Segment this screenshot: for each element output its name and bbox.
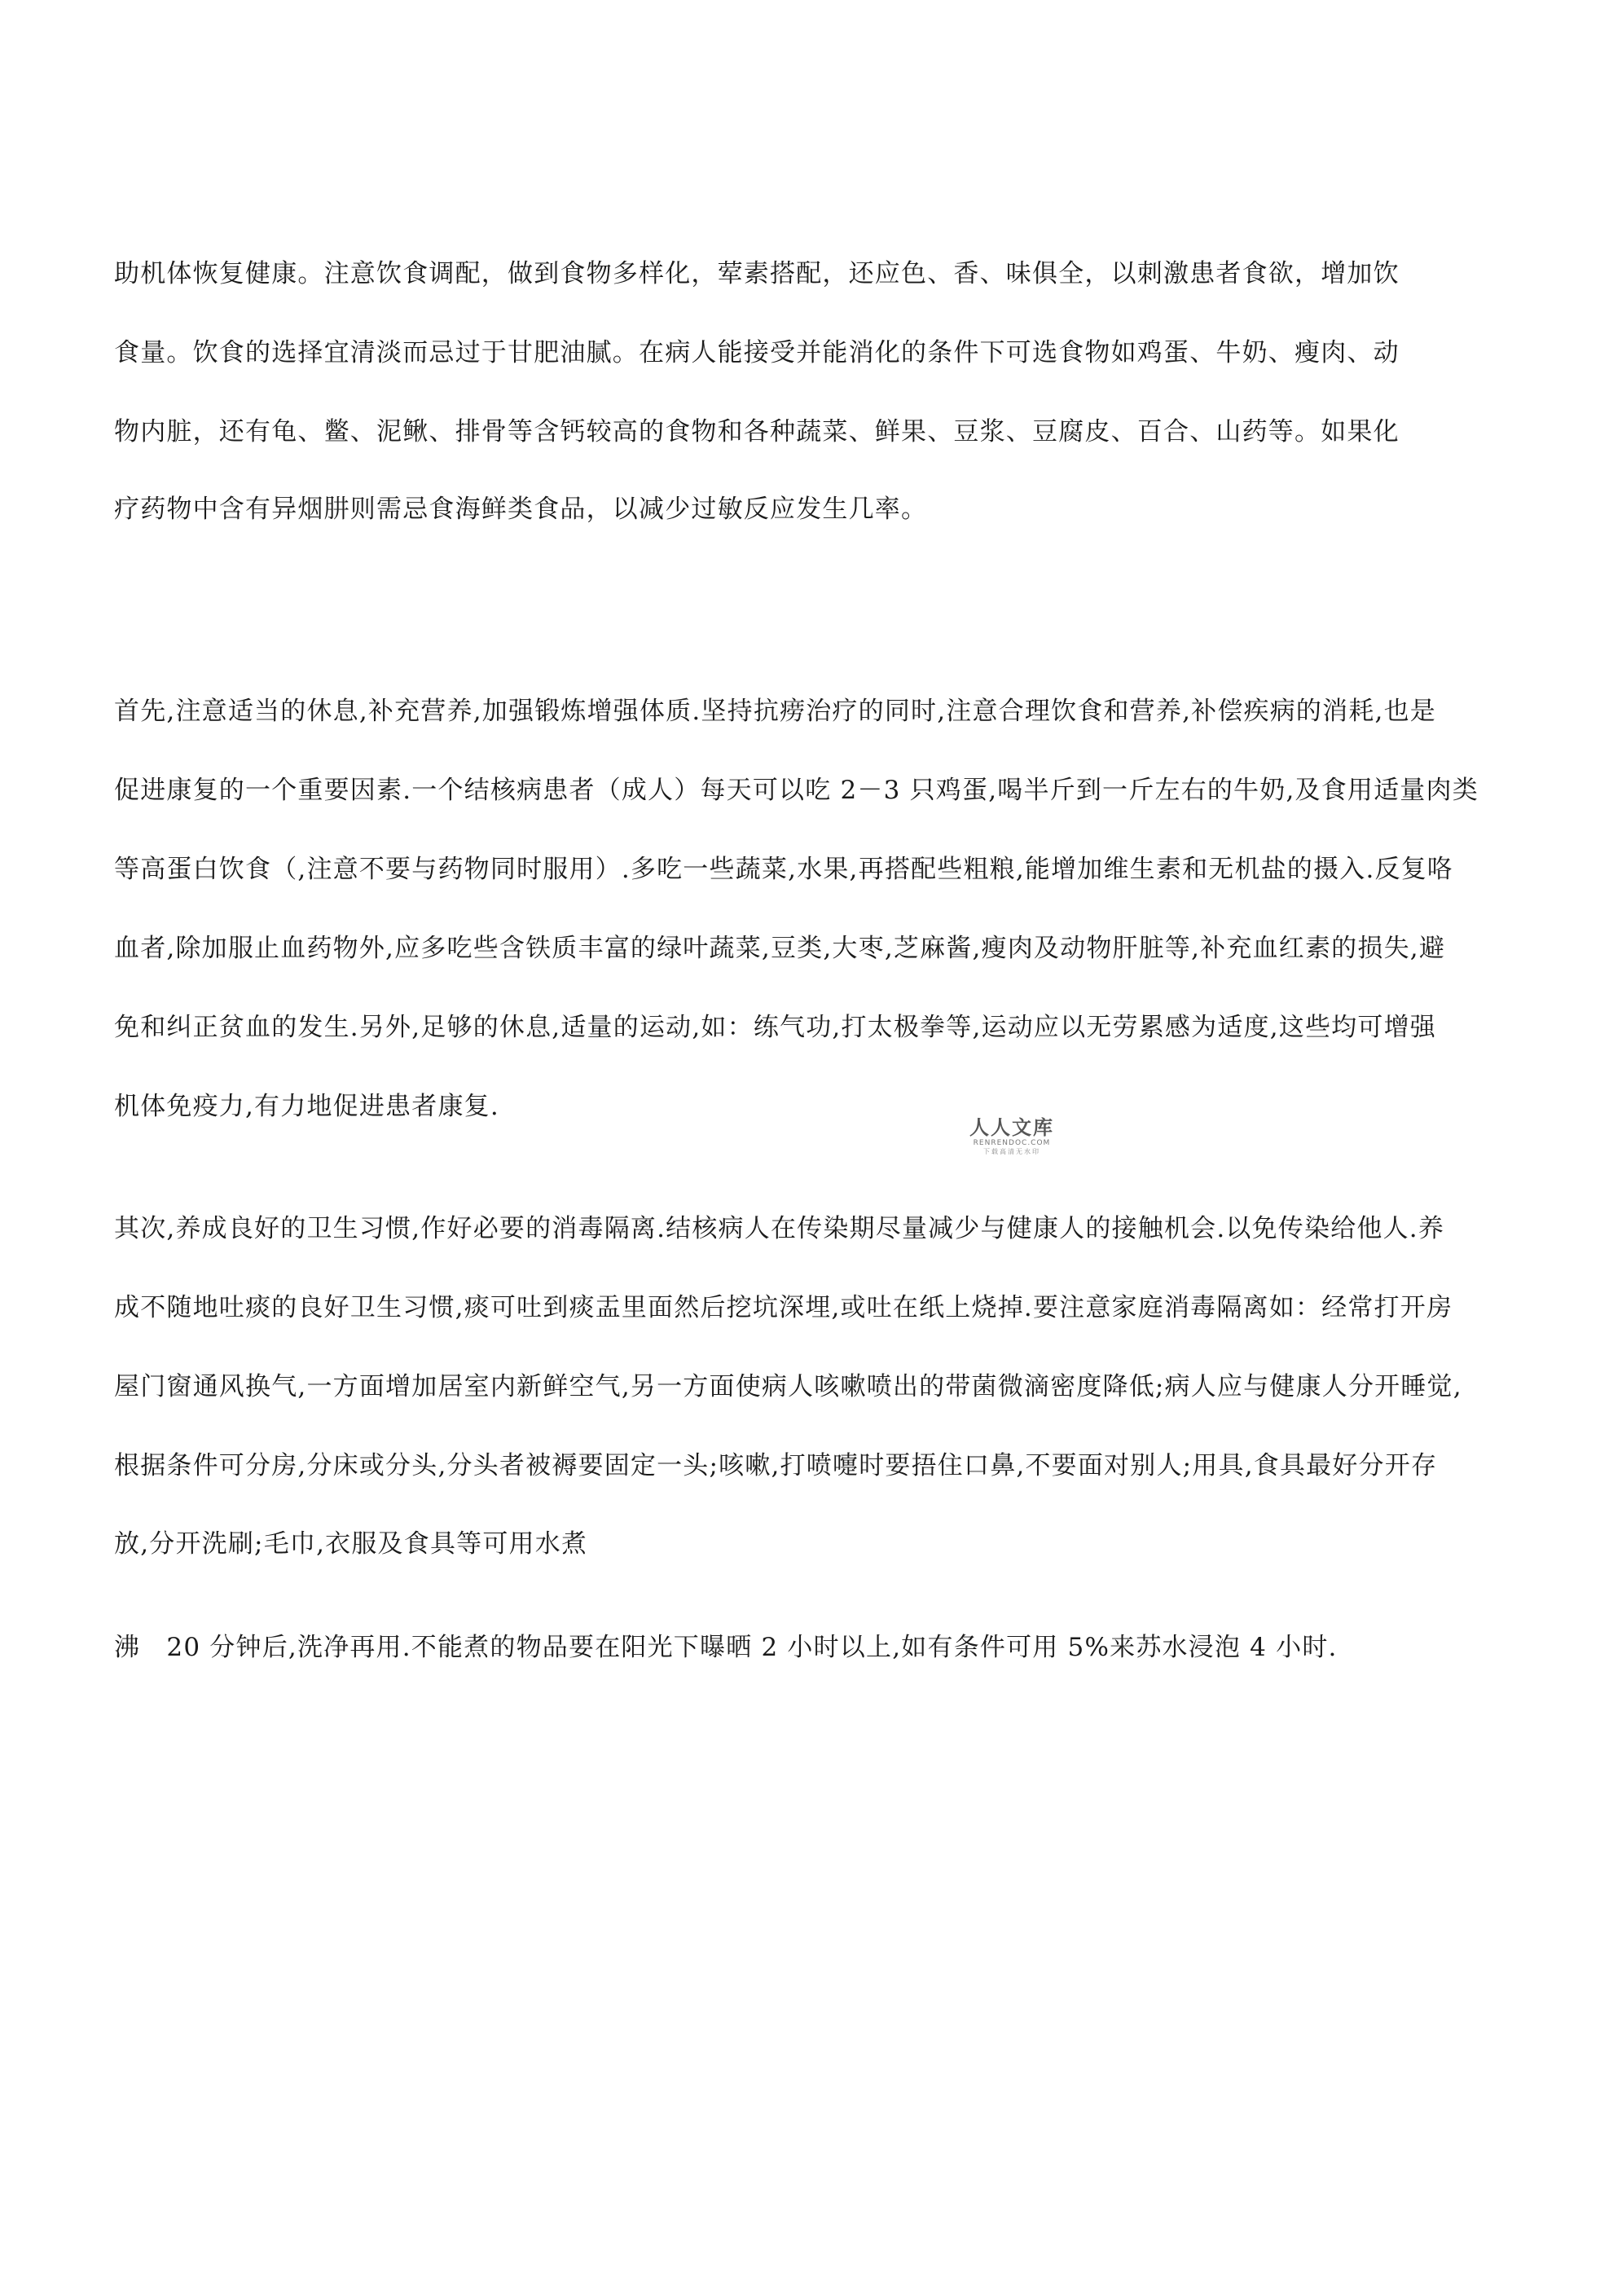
text-line: 促进康复的一个重要因素.一个结核病患者（成人）每天可以吃 2－3 只鸡蛋,喝半斤到一斤左右的牛奶,及食用适量肉类 <box>114 776 1479 805</box>
text-line: 免和纠正贫血的发生.另外,足够的休息,适量的运动,如：练气功,打太极拳等,运动应以无劳累感为适度,这些均可增强 <box>114 1013 1436 1042</box>
text-line: 等高蛋白饮食（,注意不要与药物同时服用）.多吃一些蔬菜,水果,再搭配些粗粮,能增加维生素和无机盐的摄入.反复咯 <box>114 855 1454 884</box>
text-line: 疗药物中含有异烟肼则需忌食海鲜类食品，以减少过敏反应发生几率。 <box>114 495 928 524</box>
text-line: 机体免疫力,有力地促进患者康复. <box>114 1092 499 1121</box>
text-line: 根据条件可分房,分床或分头,分头者被褥要固定一头;咳嗽,打喷嚏时要捂住口鼻,不要面对别人;用具,食具最好分开存 <box>114 1451 1438 1480</box>
text-line: 物内脏，还有龟、鳖、泥鳅、排骨等含钙较高的食物和各种蔬菜、鲜果、豆浆、豆腐皮、百合、山药等。如果化 <box>114 417 1400 446</box>
text-line: 屋门窗通风换气,一方面增加居室内新鲜空气,另一方面使病人咳嗽喷出的带菌微滴密度降低;病人应与健康人分开睡觉, <box>114 1372 1462 1401</box>
text-line: 放,分开洗刷;毛巾,衣服及食具等可用水煮 <box>114 1529 588 1559</box>
text-line: 首先,注意适当的休息,补充营养,加强锻炼增强体质.坚持抗痨治疗的同时,注意合理饮食和营养,补偿疾病的消耗,也是 <box>114 697 1436 726</box>
watermark-url: RENRENDOC.COM <box>973 1139 1051 1147</box>
text-line: 成不随地吐痰的良好卫生习惯,痰可吐到痰盂里面然后挖坑深埋,或吐在纸上烧掉.要注意家庭消毒隔离如：经常打开房 <box>114 1293 1453 1322</box>
text-line: 其次,养成良好的卫生习惯,作好必要的消毒隔离.结核病人在传染期尽量减少与健康人的接触机会.以免传染给他人.养 <box>114 1214 1445 1243</box>
watermark-logo <box>955 1116 1069 1156</box>
watermark-title: 人人文库 <box>969 1116 1054 1139</box>
text-line: 血者,除加服止血药物外,应多吃些含铁质丰富的绿叶蔬菜,豆类,大枣,芝麻酱,瘦肉及动物肝脏等,补充血红素的损失,避 <box>114 934 1446 963</box>
text-line: 食量。饮食的选择宜清淡而忌过于甘肥油腻。在病人能接受并能消化的条件下可选食物如鸡蛋、牛奶、瘦肉、动 <box>114 338 1400 367</box>
watermark-subtitle: 下载高清无水印 <box>983 1148 1040 1155</box>
text-line: 沸 20 分钟后,洗净再用.不能煮的物品要在阳光下曝晒 2 小时以上,如有条件可用 5%来苏水浸泡 4 小时. <box>114 1633 1338 1662</box>
text-line: 助机体恢复健康。注意饮食调配，做到食物多样化，荤素搭配，还应色、香、味俱全，以刺激患者食欲，增加饮 <box>114 259 1400 288</box>
